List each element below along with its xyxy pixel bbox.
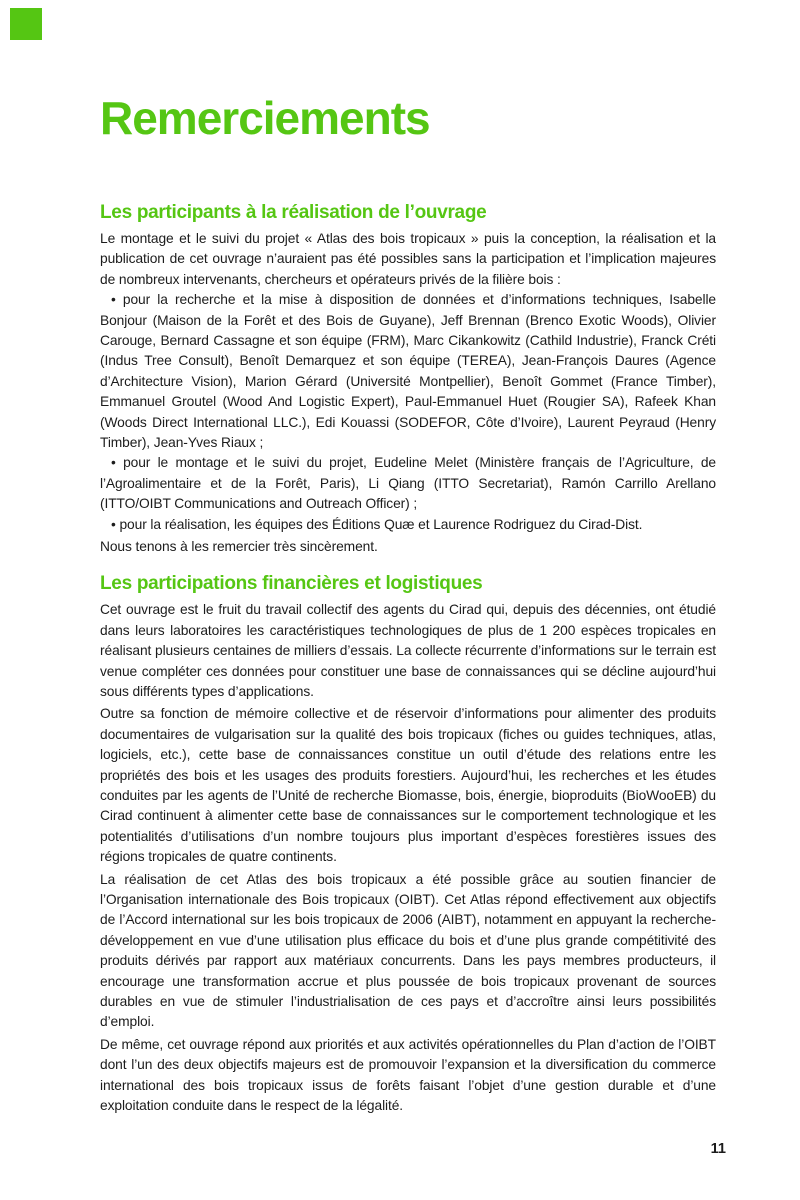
page-title: Remerciements [100, 92, 430, 144]
section-heading-participants: Les participants à la réalisation de l’ouvrage [100, 202, 487, 223]
page-number: 11 [710, 1141, 726, 1157]
paragraph-memoire-collective: Outre sa fonction de mémoire collective et de réservoir d’informations pour alimenter des produits documentaires de vulgarisation sur la qualité des bois tropicaux (fiches ou guides techniques, atlas, logiciels, etc.), cette base de connaissances constitue un outil d’étude des relations entre les propriétés des bois et les usages des produits forestiers. Aujourd’hui, les recherches et les études conduites par les agents de l’Unité de recherche Biomasse, bois, énergie, bioproduits (BioWooEB) du Cirad continuent à alimenter cette base de connaissances sur le comportement technologique et les potentialités d’utilisations d’un nombre toujours plus important d’espèces forestières issues des régions tropicales de quatre continents. [100, 706, 716, 865]
bullet-item-realisation: • pour la réalisation, les équipes des Éditions Quæ et Laurence Rodriguez du Cirad-Dist. [100, 515, 716, 535]
chapter-corner-marker [10, 8, 42, 40]
page-content [100, 0, 716, 1116]
paragraph-plan-action: De même, cet ouvrage répond aux priorités et aux activités opérationnelles du Plan d’action de l’OIBT dont l’un des deux objectifs majeurs est de promouvoir l’expansion et la diversification du commerce international des bois tropicaux issus de forêts faisant l’objet d’une gestion durable et d’une exploitation conduite dans le respect de la légalité. [100, 1036, 716, 1114]
section-participants [100, 203, 716, 557]
paragraph-outro: Nous tenons à les remercier très sincèrement. [100, 538, 378, 554]
bullet-item-montage: • pour le montage et le suivi du projet, Eudeline Melet (Ministère français de l’Agriculture, de l’Agroalimentaire et de la Forêt, Paris), Li Qiang (ITTO Secretariat), Ramón Carrillo Arellano (ITTO/OIBT Communications and Outreach Officer) ; [100, 453, 716, 514]
paragraph-oibt-soutien: La réalisation de cet Atlas des bois tropicaux a été possible grâce au soutien financier de l’Organisation internationale des Bois tropicaux (OIBT). Cet Atlas répond effectivement aux objectifs de l’Accord international sur les bois tropicaux de 2006 (AIBT), notamment en appuyant la recherche-développement en vue d’une utilisation plus efficace du bois et d’une plus grande compétitivité des produits dérivés par rapport aux matériaux concurrents. Dans les pays membres producteurs, il encourage une transformation accrue et plus poussée de bois tropicaux provenant de sources durables en vue de stimuler l’industrialisation de ces pays et d’accroître ainsi leurs possibilités d’emploi. [100, 871, 716, 1030]
section-participations-financieres [100, 574, 716, 1116]
section-heading-participations: Les participations financières et logistiques [100, 573, 483, 595]
paragraph-intro: Le montage et le suivi du projet « Atlas des bois tropicaux » puis la conception, la réalisation et la publication de cet ouvrage n’auraient pas été possibles sans la participation et l’implication majeures de nombreux intervenants, chercheurs et opérateurs privés de la filière bois : [100, 230, 716, 287]
paragraph-cirad: Cet ouvrage est le fruit du travail collectif des agents du Cirad qui, depuis des décennies, ont étudié dans leurs laboratoires les caractéristiques technologiques de plus de 1 200 espèces tropicales en réalisant plusieurs centaines de milliers d’essais. La collecte récurrente d’informations sur le terrain est venue compléter ces données pour constituer une base de connaissances qui se décline aujourd’hui sous différents types d’applications. [100, 602, 716, 699]
bullet-item-recherche: • pour la recherche et la mise à disposition de données et d’informations techniques, Isabelle Bonjour (Maison de la Forêt et des Bois de Guyane), Jeff Brennan (Brenco Exotic Woods), Olivier Carouge, Bernard Cassagne et son équipe (FRM), Marc Cikankowitz (Cathild Industrie), Franck Créti (Indus Tree Consult), Benoît Demarquez et son équipe (TEREA), Jean-François Daures (Agence d’Architecture Vision), Marion Gérard (Université Montpellier), Benoît Gommet (France Timber), Emmanuel Groutel (Wood And Logistic Expert), Paul-Emmanuel Huet (Rougier SA), Rafeek Khan (Woods Direct International LLC.), Edi Kouassi (SODEFOR, Côte d’Ivoire), Laurent Peyraud (Henry Timber), Jean-Yves Riaux ; [100, 290, 716, 453]
